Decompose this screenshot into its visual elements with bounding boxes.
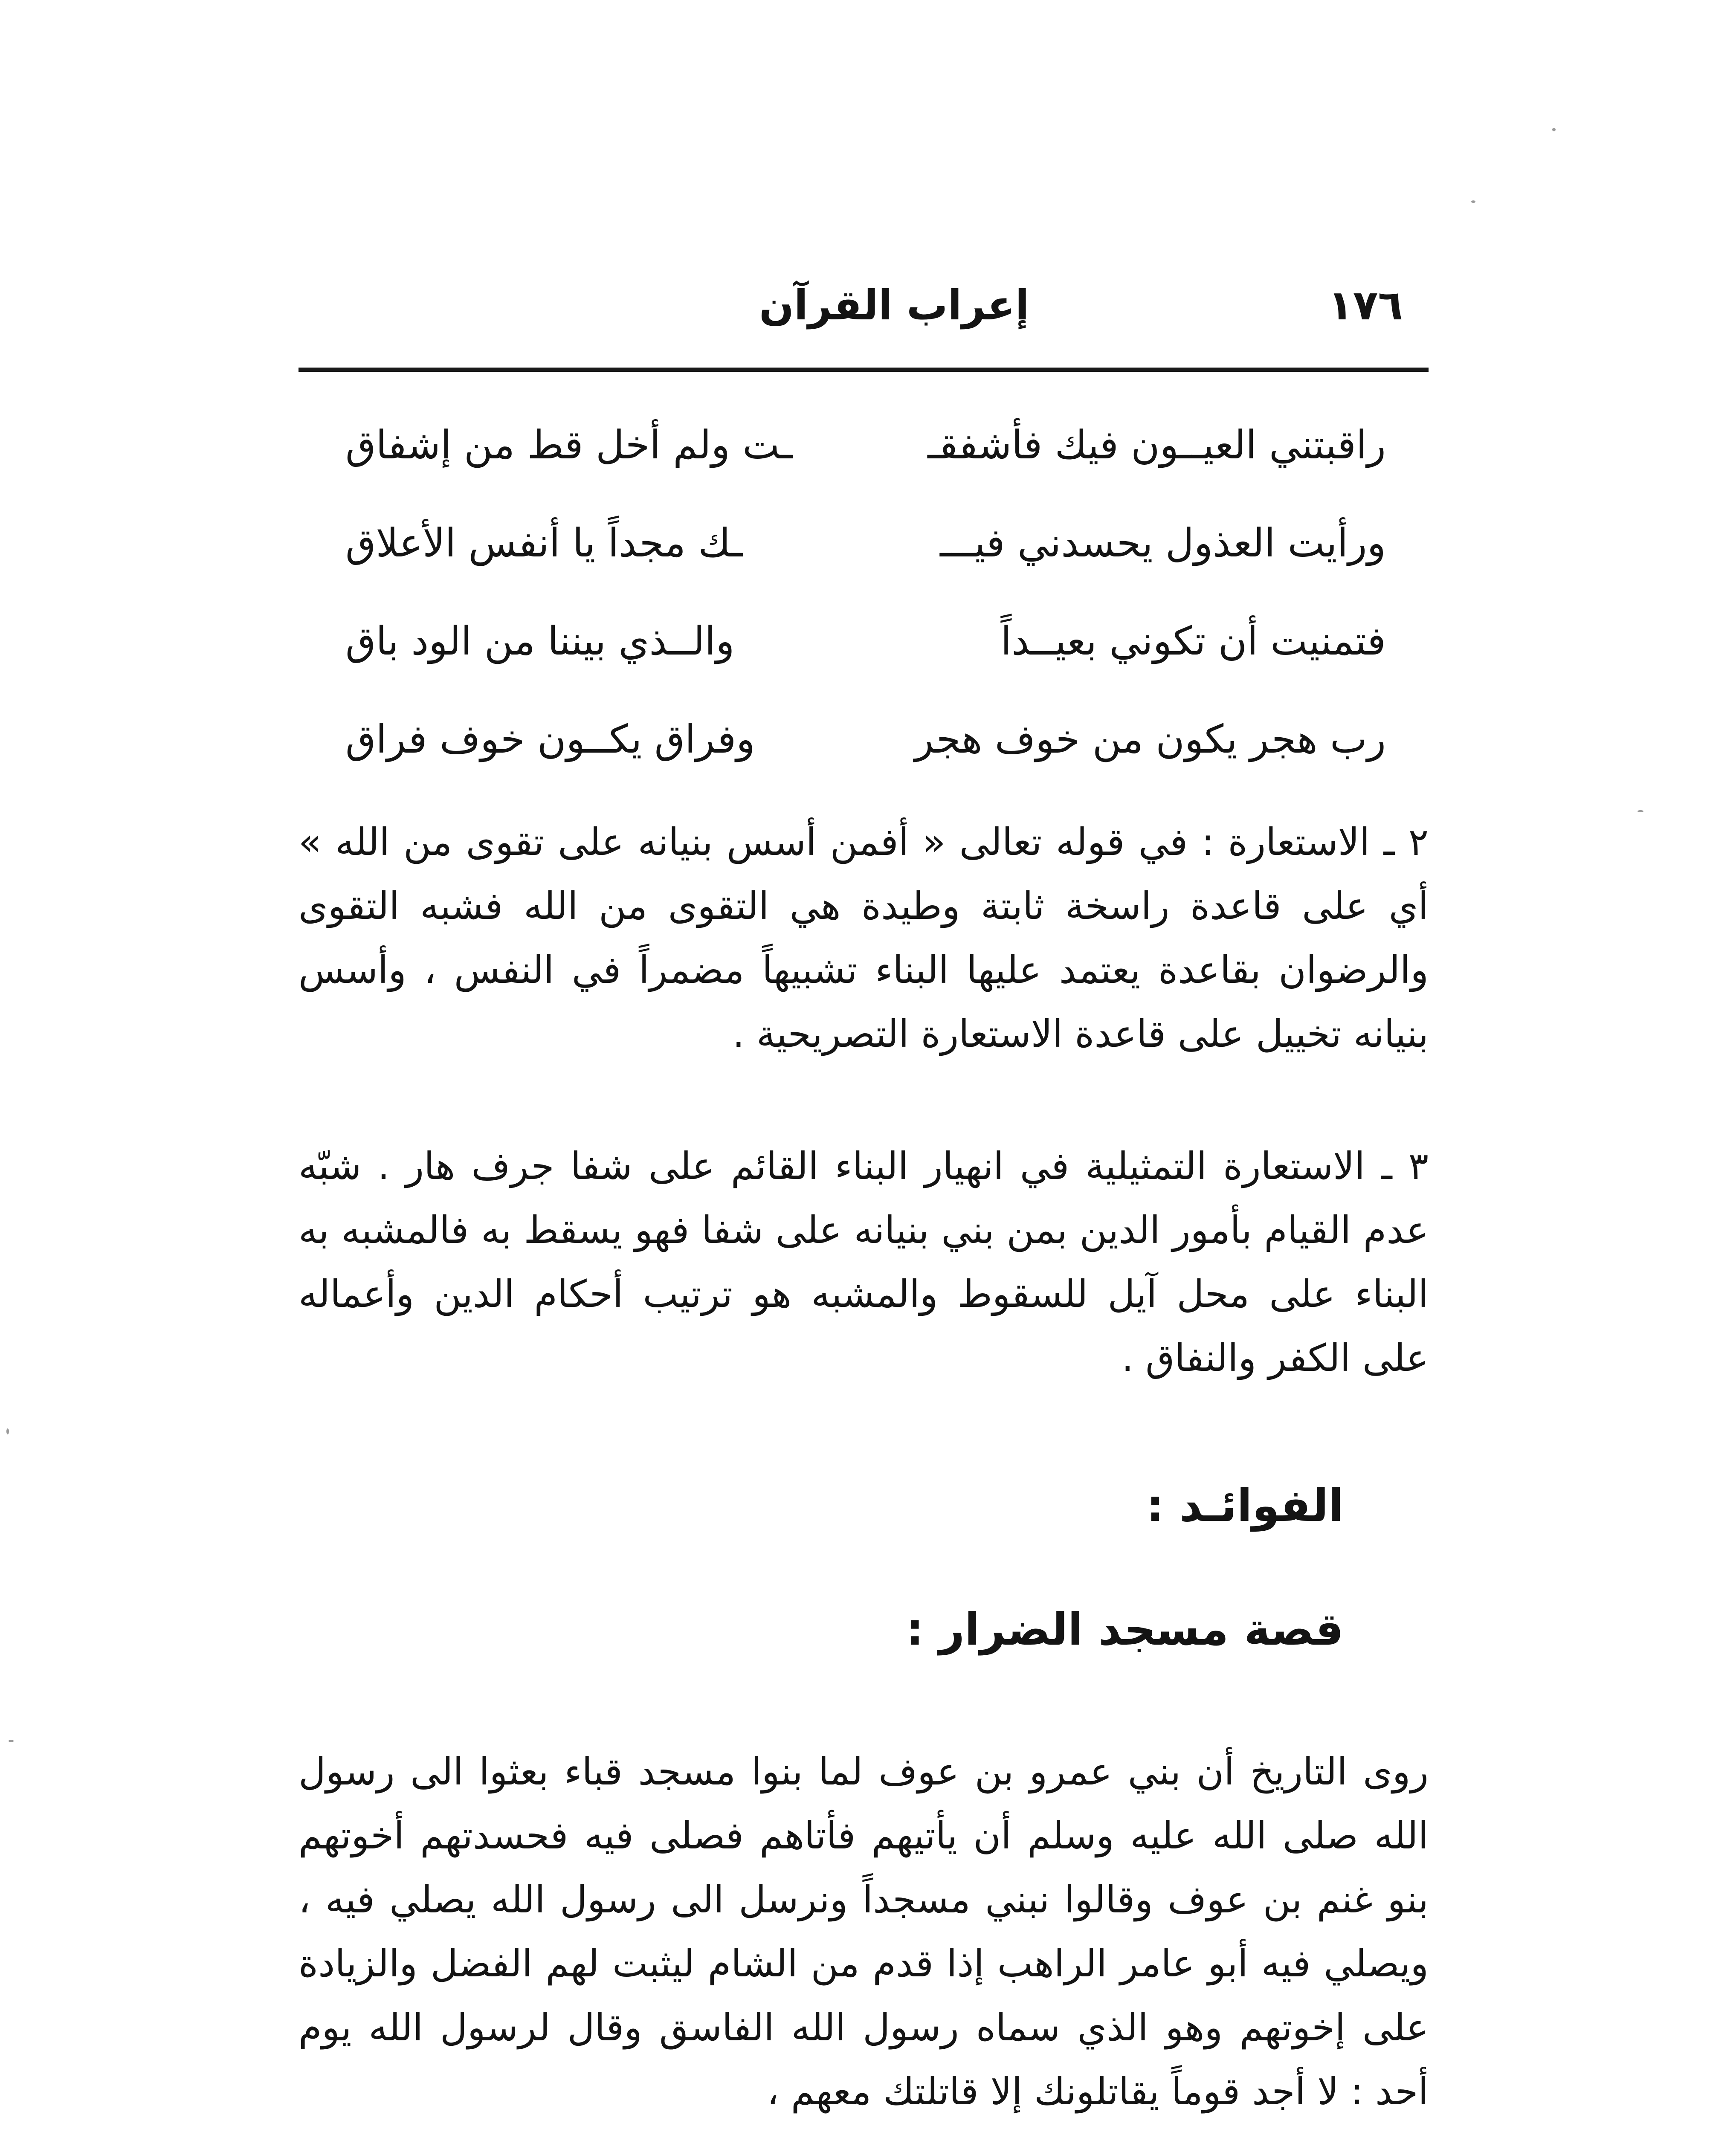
verse-second-hemistich: ـك مجداً يا أنفس الأعلاق: [345, 520, 743, 566]
verse: [345, 507, 1386, 605]
page-header: [299, 273, 1429, 358]
running-title: إعراب القرآن: [759, 281, 1029, 329]
verse-first-hemistich: فتمنيت أن تكوني بعيــداً: [1000, 618, 1386, 664]
verse-second-hemistich: والــذي بيننا من الود باق: [345, 618, 735, 664]
verse-second-hemistich: وفراق يكــون خوف فراق: [345, 716, 755, 762]
scan-speck: [6, 1428, 9, 1434]
paragraph-istiara: ٢ ـ الاستعارة : في قوله تعالى « أفمن أسس بنيانه على تقوى من الله » أي على قاعدة راسخة ثابتة وطيدة هي التقوى من الله فشبه التقوى والرضوان بقاعدة يعتمد عليها البناء تشبيهاً مضمراً في النفس ، وأسس بنيانه تخييل على قاعدة الاستعارة التصريحية .: [299, 820, 1429, 1056]
verse-first-hemistich: راقبتني العيــون فيك فأشفقـ: [927, 422, 1386, 468]
scan-speck: [1471, 200, 1475, 203]
poem: [345, 409, 1386, 802]
paragraph-istiara-tamthiliya: ٣ ـ الاستعارة التمثيلية في انهيار البناء القائم على شفا جرف هار . شبّه عدم القيام بأمور الدين بمن بني بنيانه على شفا فهو يسقط به فالمشبه به البناء على محل آيل للسقوط والمشبه هو ترتيب أحكام الدين وأعماله على الكفر والنفاق .: [299, 1144, 1429, 1380]
scan-speck: [1637, 810, 1643, 812]
paragraph-story: روى التاريخ أن بني عمرو بن عوف لما بنوا مسجد قباء بعثوا الى رسول الله صلى الله عليه وسلم أن يأتيهم فأتاهم فصلى فيه فحسدتهم أخوتهم بنو غنم بن عوف وقالوا نبني مسجداً ونرسل الى رسول الله يصلي فيه ، ويصلي فيه أبو عامر الراهب إذا قدم من الشام ليثبت لهم الفضل والزيادة على إخوتهم وهو الذي سماه رسول الله الفاسق وقال لرسول الله يوم أحد : لا أجد قوماً يقاتلونك إلا قاتلتك معهم ،: [299, 1750, 1429, 2113]
page-number: ١٧٦: [1328, 281, 1403, 329]
verse-first-hemistich: رب هجر يكون من خوف هجر: [914, 716, 1386, 762]
verse: [345, 409, 1386, 507]
section-heading-story: قصة مسجد الضرار :: [906, 1603, 1344, 1655]
header-rule: [299, 368, 1429, 372]
section-heading-fawaid: الفوائـد :: [1146, 1480, 1344, 1532]
scan-speck: [1552, 128, 1556, 131]
verse-second-hemistich: ـت ولم أخل قط من إشفاق: [345, 422, 793, 468]
verse: [345, 704, 1386, 802]
verse-first-hemistich: ورأيت العذول يحسدني فيـــ: [940, 520, 1386, 566]
scan-speck: [9, 1740, 14, 1742]
verse: [345, 605, 1386, 704]
